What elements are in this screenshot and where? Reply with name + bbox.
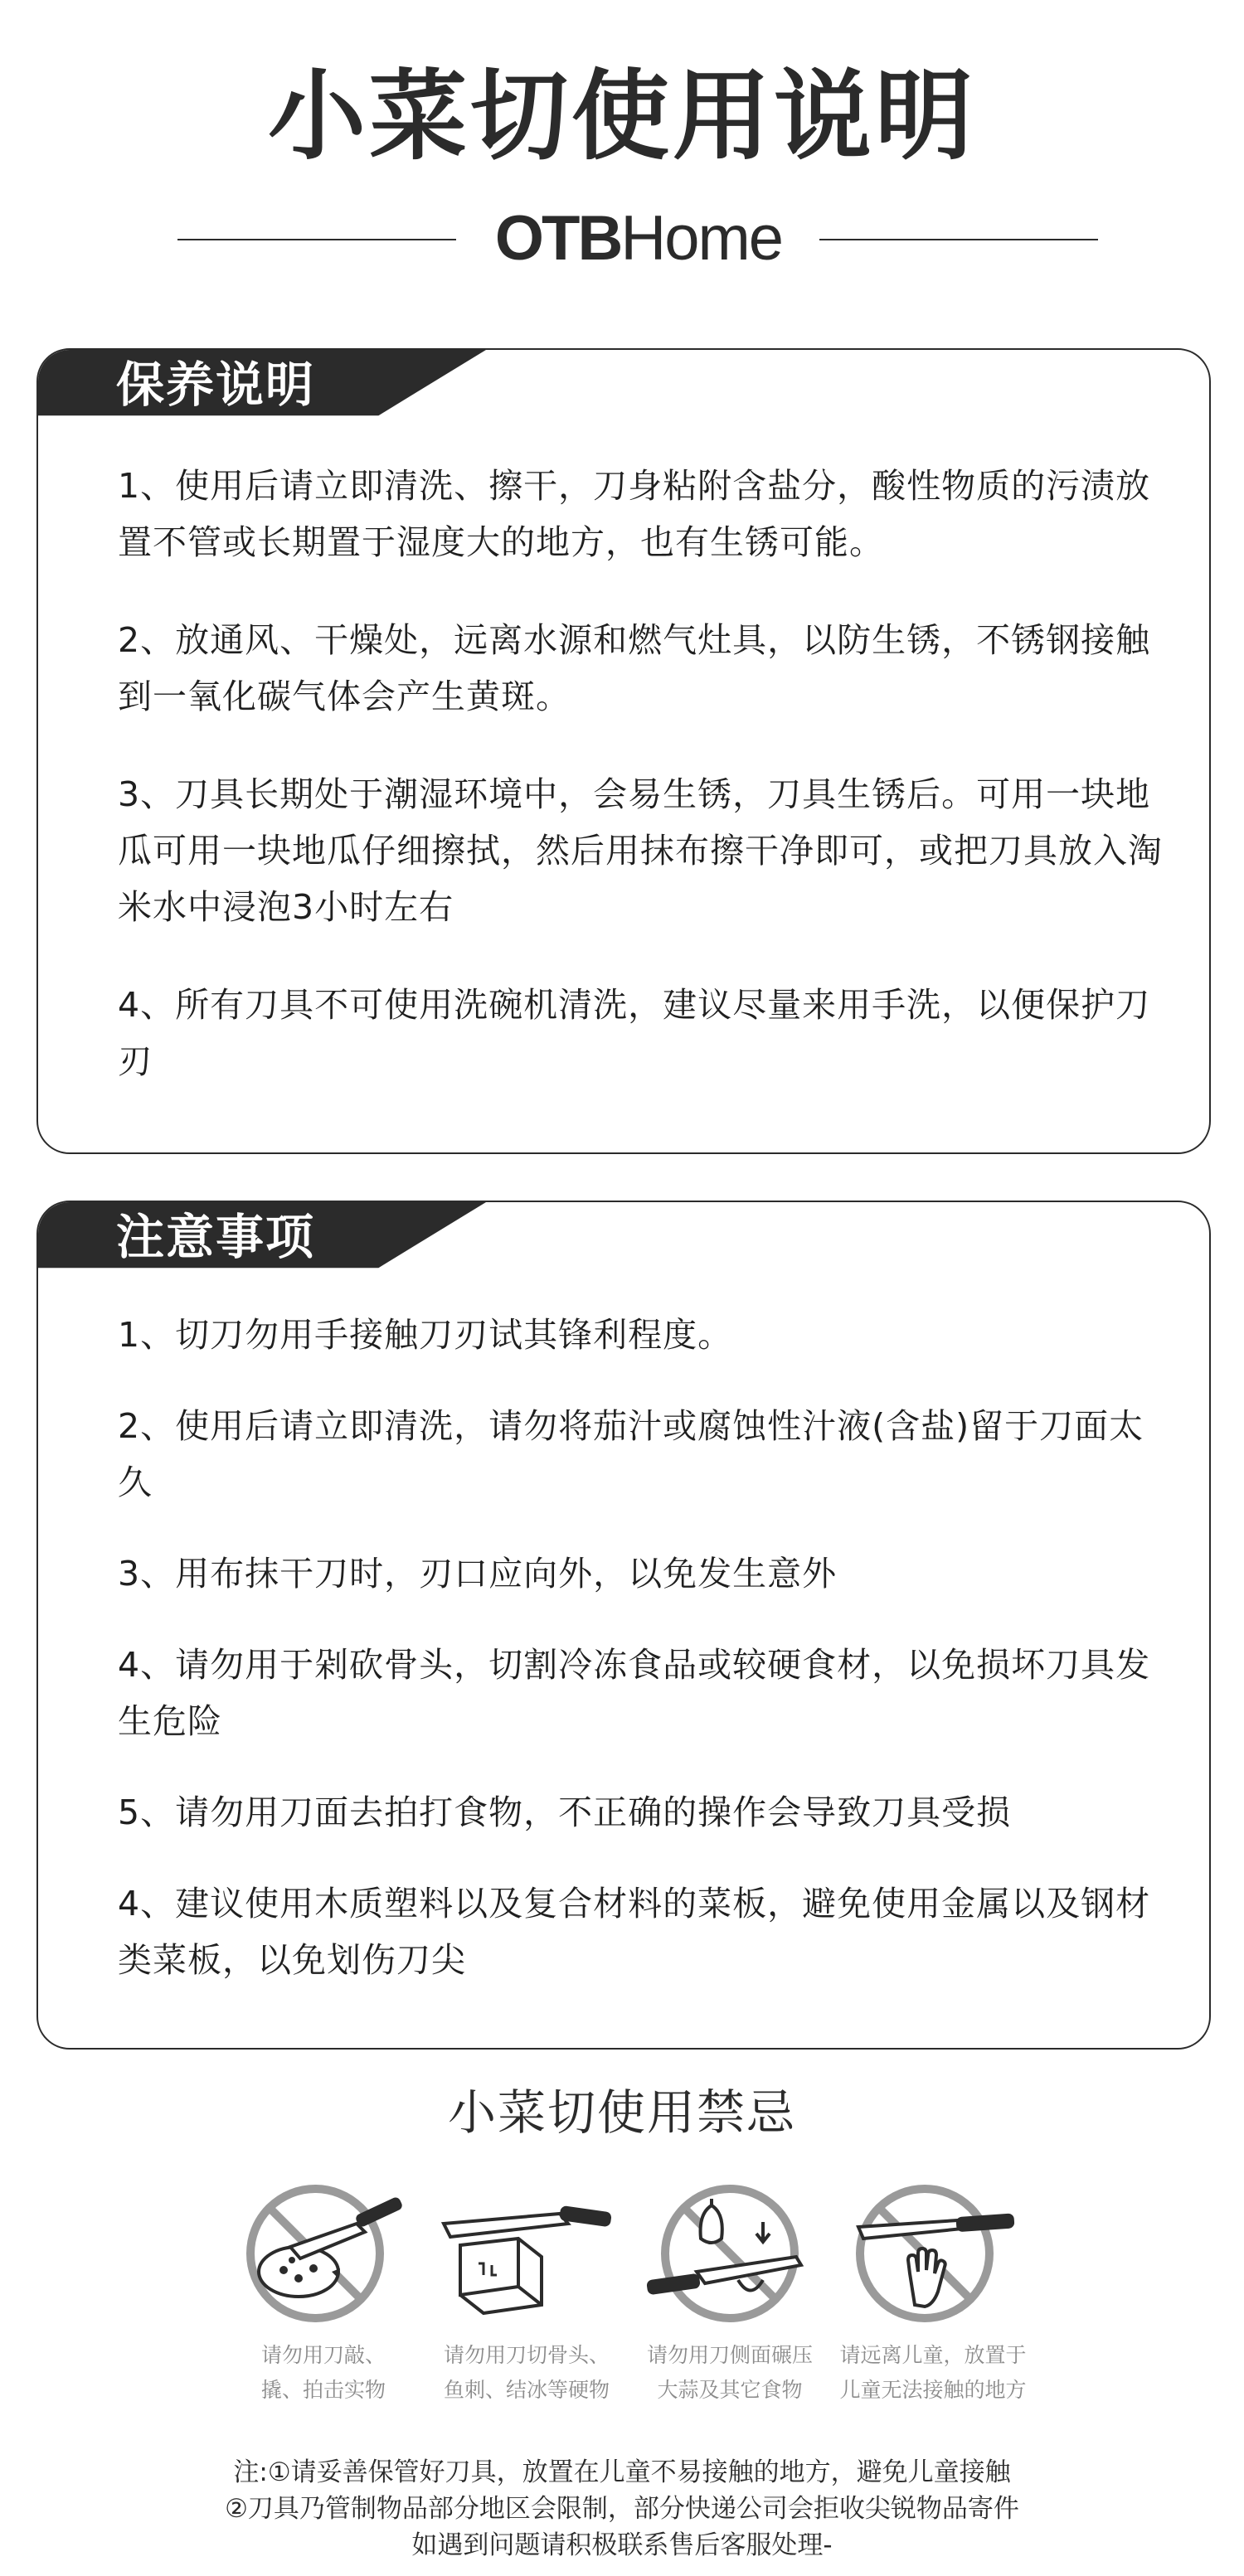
caution-panel [36, 1201, 1211, 2050]
prohibition-item [622, 2181, 838, 2413]
care-item: 2、放通风、干燥处，远离水源和燃气灶具，以防生锈，不锈钢接触到一氧化碳气体会产生黄斑。 [118, 620, 1151, 716]
note-line: 如遇到问题请积极联系售后客服处理- [411, 2530, 833, 2560]
footer-notes [0, 2454, 1244, 2564]
care-list [118, 458, 1163, 1131]
care-item: 3、刀具长期处于潮湿环境中，会易生锈，刀具生锈后。可用一块地瓜可用一块地瓜仔细擦拭，然后用抹布擦干净即可，或把刀具放入淘米水中浸泡3小时左右 [118, 774, 1163, 927]
care-heading: 保养说明 [116, 357, 316, 413]
caption-line: 鱼刺、结冰等硬物 [443, 2378, 610, 2402]
prohibited-knife-chopping-icon [232, 2181, 415, 2330]
care-item: 4、所有刀具不可使用洗碗机清洗，建议尽量来用手洗，以便保护刀刃 [118, 985, 1151, 1081]
knife-on-bone-icon [435, 2181, 618, 2330]
prohibited-knife-crushing-garlic-icon [639, 2181, 821, 2330]
caution-item: 2、使用后请立即清洗，请勿将茄汁或腐蚀性汁液(含盐)留于刀面太久 [118, 1406, 1144, 1502]
prohibition-caption [825, 2338, 1041, 2408]
prohibition-icons [216, 2181, 1045, 2413]
note-line: ②刀具乃管制物品部分地区会限制，部分快递公司会拒收尖锐物品寄件 [225, 2494, 1019, 2524]
brand-logo-otb: OTB [494, 203, 621, 274]
page-title: 小菜切使用说明 [267, 59, 976, 173]
caption-line: 请远离儿童，放置于 [839, 2343, 1027, 2367]
caution-item: 3、用布抹干刀时，刃口应向外，以免发生意外 [118, 1554, 838, 1594]
caution-item: 4、请勿用于剁砍骨头，切割冷冻食品或较硬食材，以免损坏刀具发生危险 [118, 1645, 1151, 1741]
brand-logo-home: Home [620, 203, 783, 274]
prohibition-item [419, 2181, 634, 2413]
care-item: 1、使用后请立即清洗、擦干，刀身粘附含盐分，酸性物质的污渍放置不管或长期置于湿度大的地方，也有生锈可能。 [118, 466, 1151, 562]
caption-line: 撬、拍击实物 [260, 2378, 386, 2402]
prohibition-item [825, 2181, 1041, 2413]
note-line: 注:①请妥善保管好刀具，放置在儿童不易接触的地方，避免儿童接触 [233, 2457, 1011, 2487]
brand-row [0, 203, 1244, 274]
prohibition-caption [419, 2338, 634, 2408]
divider-left [177, 239, 456, 240]
caution-item: 1、切刀勿用手接触刀刃试其锋利程度。 [118, 1315, 733, 1355]
caption-line: 请勿用刀敲、 [260, 2343, 386, 2367]
caption-line: 大蒜及其它食物 [657, 2378, 803, 2402]
caution-list [118, 1307, 1163, 2023]
caution-item: 4、建议使用木质塑料以及复合材料的菜板，避免使用金属以及钢材类菜板，以免划伤刀尖 [118, 1884, 1151, 1980]
prohibited-child-hand-icon [842, 2181, 1024, 2330]
caption-line: 请勿用刀侧面碾压 [646, 2343, 813, 2367]
prohibition-item [216, 2181, 431, 2413]
prohibition-caption [216, 2338, 431, 2408]
caution-heading: 注意事项 [116, 1209, 316, 1265]
care-panel [36, 348, 1211, 1154]
prohibitions-title: 小菜切使用禁忌 [447, 2084, 796, 2141]
caption-line: 请勿用刀切骨头、 [443, 2343, 610, 2367]
caution-item: 5、请勿用刀面去拍打食物，不正确的操作会导致刀具受损 [118, 1793, 1012, 1832]
prohibition-caption [622, 2338, 838, 2408]
divider-right [819, 239, 1098, 240]
caption-line: 儿童无法接触的地方 [839, 2378, 1027, 2402]
brand-logo [481, 203, 796, 274]
